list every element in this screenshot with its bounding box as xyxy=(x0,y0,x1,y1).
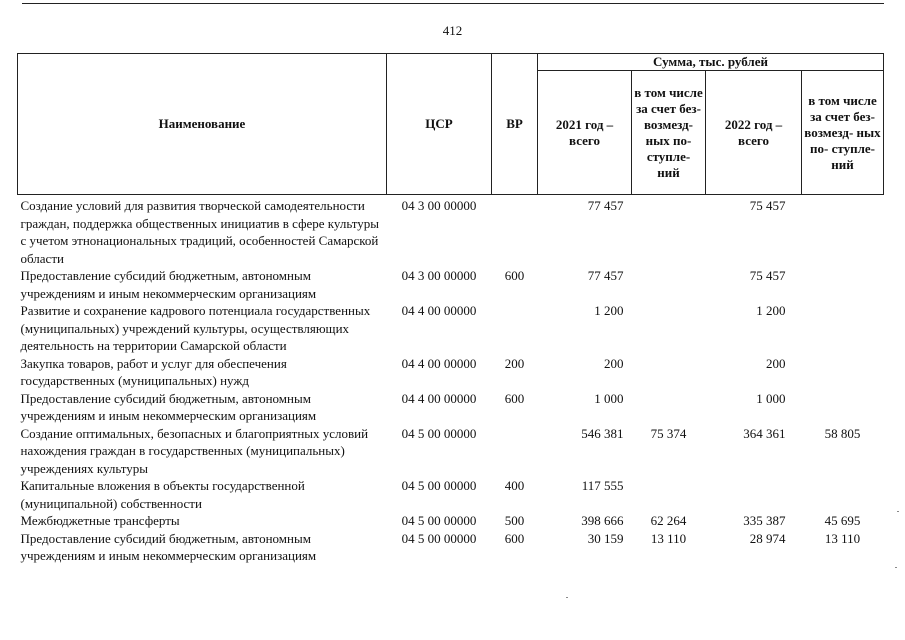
table-row xyxy=(18,267,884,302)
table-row xyxy=(18,302,884,355)
table-row xyxy=(18,355,884,390)
cell-2021-free: 62 264 xyxy=(650,513,687,528)
cell-name: Создание оптимальных, безопасных и благоприятных условий нахождения граждан в государственных (муниципальных) учреждениях культуры xyxy=(20,425,369,476)
cell-name: Создание условий для развития творческой самодеятельности граждан, поддержка общественных инициатив в сфере культуры с учетом этнонациональных традиций, особенностей Самарской области xyxy=(20,198,380,266)
cell-2021-total: 546 381 xyxy=(581,425,624,441)
column-header-2021-total: 2021 год – всего xyxy=(538,71,632,195)
table-row xyxy=(18,195,884,268)
cell-2022-total: 1 200 xyxy=(756,303,786,318)
cell-2021-free xyxy=(632,267,706,302)
cell-2021-total: 77 457 xyxy=(587,198,624,213)
cell-vr: 600 xyxy=(504,268,525,283)
cell-name: Межбюджетные трансферты xyxy=(20,513,180,528)
cell-2022-free xyxy=(802,195,884,268)
scan-speck xyxy=(897,511,899,512)
column-header-2022-free: в том числе за счет без- возмезд- ных по- ступле- ний xyxy=(802,71,884,195)
cell-2022-total: 75 457 xyxy=(749,268,786,283)
cell-2021-free xyxy=(632,477,706,512)
cell-2021-free: 13 110 xyxy=(650,530,687,546)
cell-2022-free xyxy=(802,477,884,512)
column-header-csr: ЦСР xyxy=(387,54,492,195)
column-header-vr: ВР xyxy=(492,54,538,195)
cell-2021-free xyxy=(632,302,706,355)
cell-2022-free: 13 110 xyxy=(824,530,861,546)
cell-csr: 04 5 00 00000 xyxy=(401,478,477,493)
cell-2022-total: 335 387 xyxy=(743,513,786,528)
cell-csr: 04 5 00 00000 xyxy=(401,513,477,528)
cell-2022-total xyxy=(706,477,802,512)
cell-2021-total: 117 555 xyxy=(581,478,624,493)
cell-2021-free xyxy=(632,195,706,268)
cell-2022-free: 45 695 xyxy=(824,513,861,528)
table-row xyxy=(18,477,884,512)
cell-csr: 04 3 00 00000 xyxy=(401,268,477,283)
cell-2022-free xyxy=(802,390,884,425)
cell-csr: 04 5 00 00000 xyxy=(401,425,477,441)
column-header-name: Наименование xyxy=(18,54,387,195)
cell-2022-free: 58 805 xyxy=(824,425,861,441)
cell-vr: 400 xyxy=(504,478,525,493)
header-row xyxy=(18,54,884,71)
cell-2021-free xyxy=(632,355,706,390)
cell-csr: 04 4 00 00000 xyxy=(401,355,477,371)
page-number: 412 xyxy=(442,23,463,38)
table-body xyxy=(18,195,884,565)
cell-name: Предоставление субсидий бюджетным, автономным учреждениям и иным некоммерческим организациям xyxy=(20,530,317,563)
cell-2021-total: 200 xyxy=(604,355,624,371)
cell-name: Предоставление субсидий бюджетным, автономным учреждениям и иным некоммерческим организациям xyxy=(20,268,317,301)
cell-csr: 04 4 00 00000 xyxy=(401,303,477,318)
column-header-2022-total: 2022 год – всего xyxy=(706,71,802,195)
cell-vr xyxy=(492,425,538,478)
cell-2021-total: 1 200 xyxy=(594,303,624,318)
cell-2022-free xyxy=(802,355,884,390)
cell-2022-total: 1 000 xyxy=(756,390,786,406)
column-header-2021-free: в том числе за счет без- возмезд- ных по- ступле- ний xyxy=(632,71,706,195)
cell-vr: 600 xyxy=(504,530,525,546)
cell-vr: 500 xyxy=(504,513,525,528)
budget-table xyxy=(17,53,884,565)
table-row xyxy=(18,425,884,478)
cell-2021-total: 398 666 xyxy=(581,513,624,528)
cell-vr xyxy=(492,302,538,355)
top-rule xyxy=(22,3,884,4)
cell-2021-total: 1 000 xyxy=(594,390,624,406)
table-row xyxy=(18,530,884,565)
cell-name: Предоставление субсидий бюджетным, автономным учреждениям и иным некоммерческим организациям xyxy=(20,390,317,423)
cell-2022-free xyxy=(802,302,884,355)
cell-csr: 04 5 00 00000 xyxy=(401,530,477,546)
table-row xyxy=(18,512,884,530)
cell-csr: 04 4 00 00000 xyxy=(401,390,477,406)
cell-2022-free xyxy=(802,267,884,302)
cell-vr: 600 xyxy=(504,390,525,406)
cell-2021-total: 30 159 xyxy=(587,530,624,546)
table-row xyxy=(18,390,884,425)
cell-csr: 04 3 00 00000 xyxy=(401,198,477,213)
cell-vr xyxy=(492,195,538,268)
scan-speck xyxy=(566,597,568,598)
cell-2021-total: 77 457 xyxy=(587,268,624,283)
cell-2021-free xyxy=(632,390,706,425)
cell-vr: 200 xyxy=(504,355,525,371)
cell-2022-total: 75 457 xyxy=(749,198,786,213)
cell-2021-free: 75 374 xyxy=(650,425,687,441)
cell-name: Развитие и сохранение кадрового потенциала государственных (муниципальных) учреждений культуры, осуществляющих деятельность на территории Самарской области xyxy=(20,303,371,353)
cell-2022-total: 364 361 xyxy=(743,425,786,441)
cell-name: Капитальные вложения в объекты государственной (муниципальной) собственности xyxy=(20,478,305,511)
cell-2022-total: 28 974 xyxy=(749,530,786,546)
table-header xyxy=(18,54,884,195)
scan-speck xyxy=(895,567,897,568)
column-header-sum: Сумма, тыс. рублей xyxy=(538,54,884,71)
cell-2022-total: 200 xyxy=(766,355,786,371)
cell-name: Закупка товаров, работ и услуг для обеспечения государственных (муниципальных) нужд xyxy=(20,355,287,388)
